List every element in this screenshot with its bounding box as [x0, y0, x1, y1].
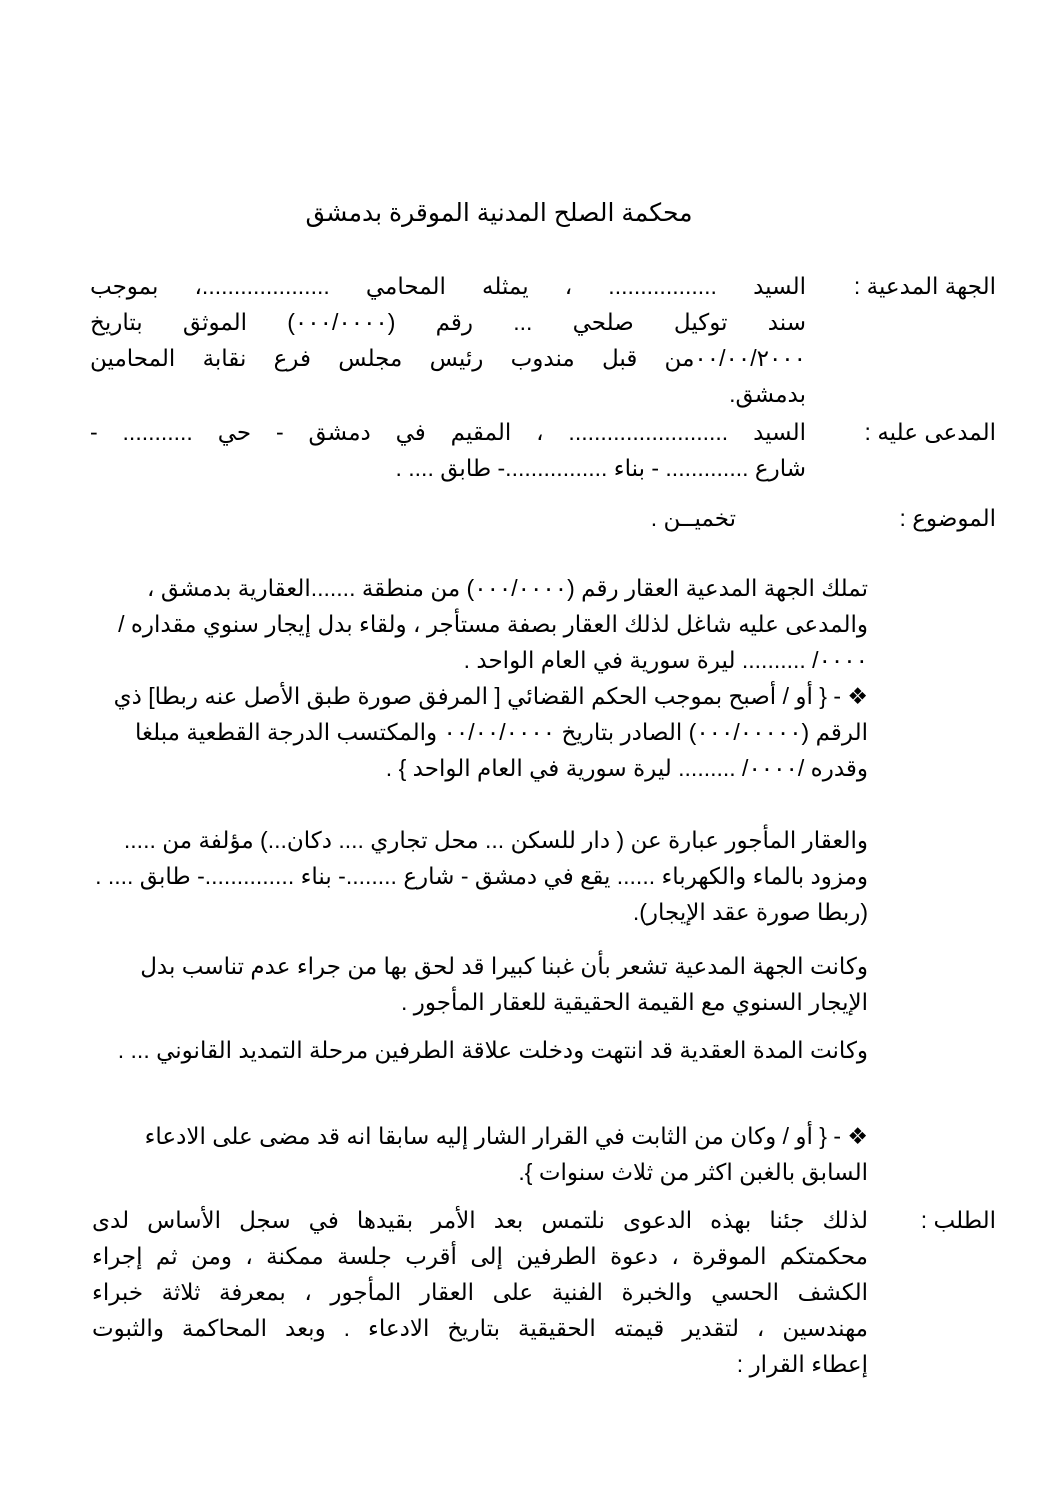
request-section [90, 1202, 996, 1392]
request-line: الكشف الحسي والخبرة الفنية على العقار المأجور ، بمعرفة ثلاثة خبراء [92, 1279, 868, 1305]
body-paragraph-3 [92, 822, 868, 930]
subject-value: تخميــن . [650, 505, 736, 531]
body-line: الادعاء السابق بالغبن اكثر من ثلاث سنوات }. [144, 1123, 868, 1185]
body-line: ❖ - { أو / أصبح بموجب الحكم القضائي [ المرفق صورة طبق الأصل عنه [204, 683, 868, 709]
body-line: وكانت المدة العقدية قد انتهت ودخلت علاقة الطرفين مرحلة التمديد [238, 1037, 868, 1063]
defendant-line: شارع ............. - بناء ................- طابق .... . [395, 455, 806, 481]
subject-label: الموضوع : [899, 505, 996, 531]
body-paragraph-5 [92, 1032, 868, 1068]
body-line: ❖ - { أو / وكان من الثابت في القرار الشار إليه سابقا انه قد مضى على [212, 1123, 868, 1149]
body-line: ربطا] ذي الرقم (٠٠٠/٠٠٠٠٠) الصادر بتاريخ ٠٠/٠٠/٠٠٠٠ والمكتسب [113, 683, 868, 745]
court-title: محكمة الصلح المدنية الموقرة بدمشق [305, 199, 693, 227]
body-paragraph-2 [92, 678, 868, 786]
body-paragraph-6 [92, 1118, 868, 1190]
subject-content [20, 500, 736, 536]
body-line: من ..... ومزود بالماء والكهرباء ...... يقع في دمشق - شارع ........- بناء [123, 827, 868, 889]
plaintiff-line: ٠٠/٠٠/٢٠٠٠من قبل مندوب رئيس مجلس فرع نقابة المحامين [90, 345, 806, 371]
request-label: الطلب : [920, 1207, 996, 1233]
body-line: الدرجة القطعية مبلغا وقدره /٠٠٠٠/ ......... ليرة سورية في العام الواحد [135, 719, 868, 781]
plaintiff-label: الجهة المدعية : [853, 273, 996, 299]
body-line: بدمشق ، والمدعى عليه شاغل لذلك العقار بصفة مستأجر ، ولقاء بدل إيجار [147, 575, 868, 637]
body-line: } . [385, 755, 407, 781]
request-line: إعطاء القرار : [736, 1351, 868, 1377]
defendant-label: المدعى عليه : [864, 419, 996, 445]
plaintiff-content [90, 268, 806, 412]
defendant-line: السيد ......................... ، المقيم في دمشق - حي ........... - [90, 419, 806, 445]
plaintiff-line: سند توكيل صلحي ... رقم (٠٠٠/٠٠٠٠) الموثق بتاريخ [90, 309, 806, 335]
request-line: محكمتكم الموقرة ، دعوة الطرفين إلى أقرب جلسة ممكنة ، ومن ثم إجراء [92, 1243, 868, 1269]
body-line: وكانت الجهة المدعية تشعر بأن غبنا كبيرا قد لحق بها من جراء عدم [250, 953, 868, 979]
body-line: تملك الجهة المدعية العقار رقم (٠٠٠/٠٠٠٠) من منطقة .......العقارية [237, 575, 868, 601]
defendant-content [90, 414, 806, 486]
body-line: ..............- طابق .... . (ربطا صورة عقد الإيجار). [95, 863, 868, 925]
plaintiff-section [90, 268, 996, 418]
request-line: لذلك جئنا بهذه الدعوى نلتمس بعد الأمر بقيدها في سجل الأساس لدى [92, 1207, 868, 1233]
subject-section [90, 500, 996, 540]
defendant-section [90, 414, 996, 490]
request-line: مهندسين ، لتقدير قيمته الحقيقية بتاريخ الادعاء . وبعد المحاكمة والثبوت [92, 1315, 868, 1341]
body-line: سنوي مقداره /٠٠٠٠/ .......... ليرة سورية في العام الواحد . [118, 611, 868, 673]
body-paragraph-4 [92, 948, 868, 1020]
body-line: والعقار المأجور عبارة عن ( دار للسكن ... محل تجاري .... دكان...) مؤلفة [198, 827, 868, 853]
plaintiff-line: بدمشق. [729, 381, 806, 407]
body-paragraph-1 [92, 570, 868, 678]
request-content [92, 1202, 868, 1382]
plaintiff-line: السيد ................. ، يمثله المحامي ....................، بموجب [90, 273, 806, 299]
body-line: تناسب بدل الإيجار السنوي مع القيمة الحقيقية للعقار المأجور . [140, 953, 868, 1015]
body-line: القانوني ... . [117, 1037, 233, 1063]
